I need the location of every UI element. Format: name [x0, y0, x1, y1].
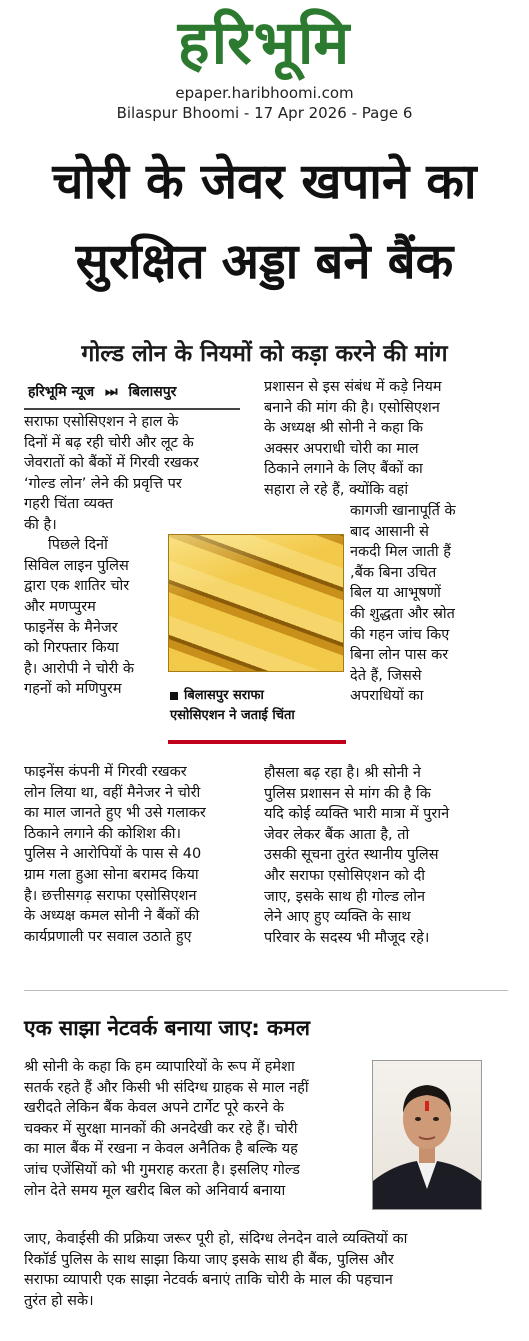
left-column-narrow: [24, 494, 164, 700]
text-line: बनाने की मांग की है। एसोसिएशन: [264, 399, 440, 416]
byline-rule: [24, 408, 240, 410]
text-line: पुलिस ने आरोपियों के पास से 40: [24, 846, 202, 863]
text-line: परिवार के सदस्य भी मौजूद रहे।: [264, 929, 430, 946]
bottom-column-narrow: [24, 1057, 366, 1201]
right-column-top: [264, 377, 500, 501]
site-url: epaper.haribhoomi.com: [175, 84, 354, 102]
text-line: लेने आए हुए व्यक्ति के साथ: [264, 909, 411, 926]
text-line: प्रशासन से इस संबंध में कड़े नियम: [264, 379, 442, 395]
text-line: श्री सोनी के कहा कि हम व्यापारियों के रूप में हमेशा: [24, 1059, 295, 1075]
text-line: पिछले दिनों: [48, 537, 108, 554]
portrait-photo: [372, 1060, 482, 1210]
text-line: चक्कर में सुरक्षा मानकों की अनदेखी कर रहे हैं। चोरी: [24, 1120, 298, 1137]
text-line: बाद आसानी से: [350, 523, 429, 540]
gold-bars-photo: [168, 534, 344, 672]
text-line: की गहन जांच किए: [350, 626, 450, 643]
masthead-logo: हरिभूमि: [177, 8, 352, 78]
text-line: सिविल लाइन पुलिस: [24, 557, 129, 574]
text-line: जेवरातों को बैंकों में गिरवी रखकर: [24, 455, 199, 472]
text-line: सराफा व्यापारी एक साझा नेटवर्क बनाएं ताकि चोरी के माल की पहचान: [24, 1272, 393, 1289]
text-line: का माल जानते हुए भी उसे गलाकर: [24, 805, 206, 822]
text-line: ,बैंक बिना उचित: [350, 564, 437, 581]
text-line: ‘गोल्ड लोन’ लेने की प्रवृत्ति पर: [24, 475, 182, 492]
edition-info: Bilaspur Bhoomi - 17 Apr 2026 - Page 6: [116, 104, 413, 122]
text-line: हौसला बढ़ रहा है। श्री सोनी ने: [264, 765, 421, 781]
text-line: लोन लिया था, वहीं मैनेजर ने चोरी: [24, 784, 201, 801]
text-line: खरीदते लेकिन बैंक केवल अपने टार्गेट पूरे करने के: [24, 1100, 284, 1117]
text-line: दिनों में बढ़ रही चोरी और लूट के: [24, 434, 194, 451]
text-line: ठिकाने लगाने की कोशिश की।: [24, 825, 181, 842]
text-line: द्वारा एक शातिर चोर: [24, 578, 130, 595]
text-line: अपराधियों का: [350, 688, 424, 705]
bottom-column-wide: [24, 1229, 508, 1311]
caption-red-rule: [168, 740, 346, 744]
text-line: जाए, इसके साथ ही गोल्ड लोन: [264, 888, 426, 905]
text-line: पुलिस प्रशासन से मांग की है कि: [264, 785, 431, 802]
text-line: अक्सर अपराधी चोरी का माल: [264, 440, 419, 457]
photo-caption: [170, 686, 342, 726]
byline-source: हरिभूमि न्यूज: [28, 384, 95, 400]
byline-place: बिलासपुर: [128, 384, 177, 400]
subheadline: गोल्ड लोन के नियमों को कड़ा करने की मांग: [81, 341, 448, 367]
text-line: ठिकाने लगाने के लिए बैंकों का: [264, 461, 423, 478]
text-line: उसकी सूचना तुरंत स्थानीय पुलिस: [264, 847, 439, 864]
text-line: गहनों को मणिपुरम: [24, 681, 122, 698]
text-line: रिकॉर्ड पुलिस के साथ साझा किया जाए इसके साथ ही बैंक, पुलिस और: [24, 1251, 394, 1268]
headline-line-2: सुरक्षित अड्डा बने बैंक: [75, 233, 454, 290]
text-line: कागजी खानापूर्ति के: [350, 503, 456, 519]
text-line: सराफा एसोसिएशन ने हाल के: [24, 414, 179, 430]
caption-line-1: बिलासपुर सराफा: [170, 686, 342, 706]
text-line: फाइनेंस के मैनेजर: [24, 619, 118, 636]
text-line: यदि कोई व्यक्ति भारी मात्रा में पुराने: [264, 806, 450, 823]
text-line: का माल बैंक में रखना न केवल अनैतिक है बल्कि यह: [24, 1141, 298, 1158]
text-line: बिना लोन पास कर: [350, 647, 449, 664]
text-line: लोन देते समय मूल खरीद बिल को अनिवार्य बनाया: [24, 1182, 286, 1199]
right-column-bottom: [264, 763, 500, 948]
text-line: जेवर लेकर बैंक आता है, तो: [264, 826, 410, 843]
text-line: और मणप्पुरम: [24, 598, 96, 615]
text-line: की है।: [24, 516, 57, 533]
text-line: के अध्यक्ष श्री सोनी ने कहा कि: [264, 420, 424, 437]
headline-line-1: चोरी के जेवर खपाने का: [52, 153, 477, 210]
byline: [28, 382, 248, 401]
text-line: गहरी चिंता व्यक्त: [24, 496, 114, 512]
section-heading: एक साझा नेटवर्क बनाया जाए: कमल: [24, 1016, 310, 1040]
left-column-bottom: [24, 762, 240, 947]
text-line: को गिरफ्तार किया: [24, 640, 119, 657]
text-line: सहारा ले रहे हैं, क्योंकि वहां: [264, 481, 409, 498]
text-line: जांच एजेंसियों को भी गुमराह करता है। इसलिए गोल्ड: [24, 1161, 300, 1178]
caption-line-2: एसोसिएशन ने जताई चिंता: [170, 708, 295, 723]
text-line: है। आरोपी ने चोरी के: [24, 660, 134, 677]
text-line: के अध्यक्ष कमल सोनी ने बैंकों की: [24, 908, 200, 925]
fast-forward-icon: ⏭: [105, 384, 118, 400]
portrait-illustration: [373, 1061, 481, 1209]
text-line: जाए, केवाईसी की प्रक्रिया जरूर पूरी हो, संदिग्ध लेनदेन वाले व्यक्तियों का: [24, 1231, 408, 1247]
text-line: तुरंत हो सके।: [24, 1292, 94, 1309]
text-line: नकदी मिल जाती हैं: [350, 544, 451, 561]
text-line: ग्राम गला हुआ सोना बरामद किया: [24, 866, 199, 883]
text-line: और सराफा एसोसिएशन को दी: [264, 867, 426, 884]
text-line: की शुद्धता और स्रोत: [350, 605, 455, 622]
section-divider: [24, 990, 508, 991]
square-bullet-icon: [170, 692, 178, 700]
text-line: सतर्क रहते हैं और किसी भी संदिग्ध ग्राहक से माल नहीं: [24, 1079, 309, 1096]
text-line: है। छत्तीसगढ़ सराफा एसोसिएशन: [24, 887, 197, 904]
right-column-narrow: [350, 501, 500, 707]
text-line: देते हैं, जिससे: [350, 667, 422, 684]
text-line: फाइनेंस कंपनी में गिरवी रखकर: [24, 764, 187, 780]
text-line: बिल या आभूषणों: [350, 585, 441, 602]
text-line: कार्यप्रणाली पर सवाल उठाते हुए: [24, 928, 192, 945]
